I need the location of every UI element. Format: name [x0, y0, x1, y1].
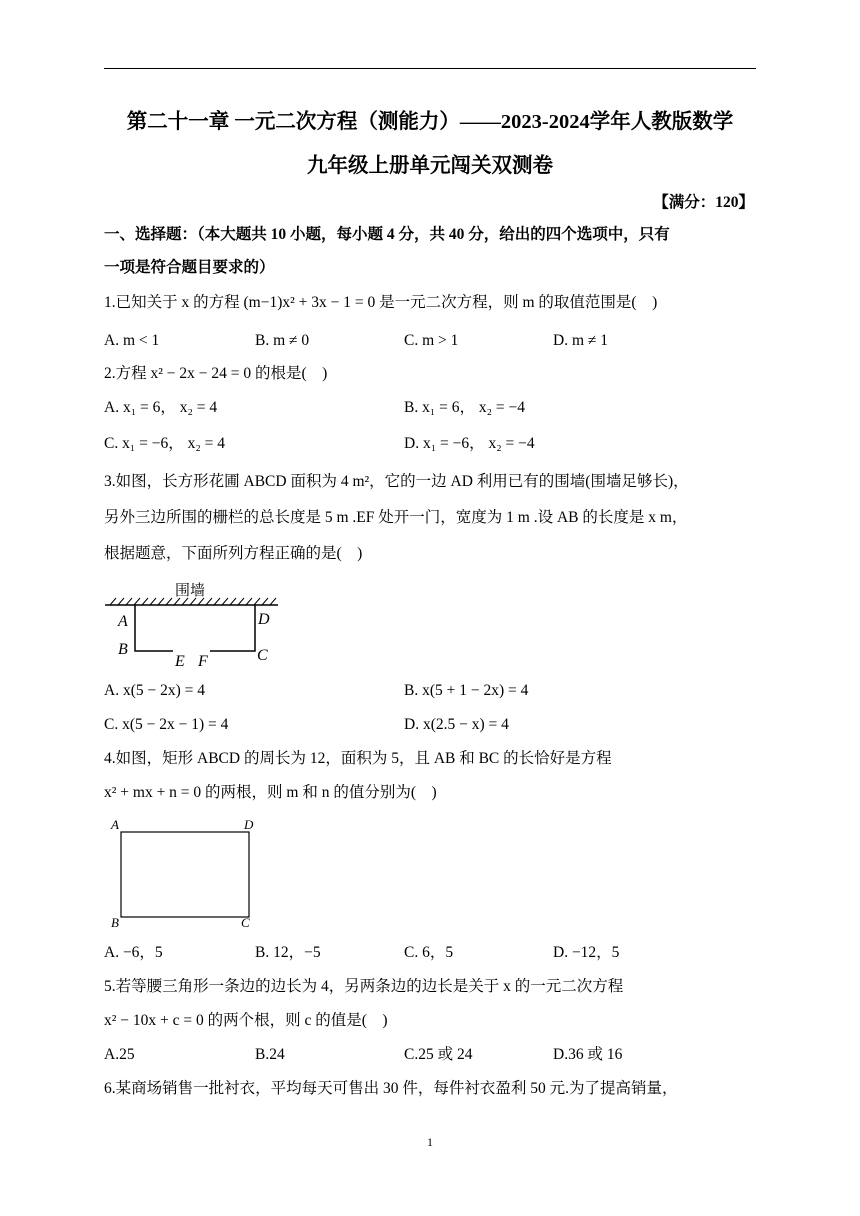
section-heading-line1: 一、选择题：（本大题共 10 小题，每小题 4 分，共 40 分，给出的四个选项中，只有 [104, 226, 670, 243]
q3-figure-wall-label: 围墙 [175, 581, 206, 599]
q4-option-b: B. 12，−5 [255, 944, 321, 961]
doc-title-line1: 第二十一章 一元二次方程（测能力）——2023-2024学年人教版数学 [126, 111, 734, 133]
q2-stem: 2.方程 x² − 2x − 24 = 0 的根是( ) [104, 365, 328, 382]
q1-option-d: D. m ≠ 1 [553, 332, 609, 349]
q2-option-c: C. x₁ = −6， x₂ = 4 [104, 435, 225, 452]
q3-stem-line3: 根据题意，下面所列方程正确的是( ) [104, 545, 363, 562]
q3-stem-line2: 另外三边所围的栅栏的总长度是 5 m .EF 处开一门，宽度为 1 m .设 AB 的长度是 x m， [104, 509, 688, 526]
q3-label-c: C [257, 647, 268, 664]
q4-option-c: C. 6，5 [404, 944, 454, 961]
q4-stem-line1: 4.如图，矩形 ABCD 的周长为 12，面积为 5，且 AB 和 BC 的长恰好是方程 [104, 750, 612, 767]
q4-option-d: D. −12，5 [553, 944, 620, 961]
q2-option-d: D. x₁ = −6， x₂ = −4 [404, 435, 535, 452]
q5-stem-line1: 5.若等腰三角形一条边的边长为 4，另两条边的边长是关于 x 的一元二次方程 [104, 978, 624, 995]
q3-option-b: B. x(5 + 1 − 2x) = 4 [404, 682, 529, 699]
q3-option-c: C. x(5 − 2x − 1) = 4 [104, 716, 229, 733]
page-number: 1 [427, 1135, 433, 1149]
q5-option-c: C.25 或 24 [404, 1046, 473, 1063]
header-rule [104, 68, 756, 69]
full-score: 【满分：120】 [653, 194, 754, 211]
q2-option-a: A. x₁ = 6， x₂ = 4 [104, 399, 218, 416]
q4-label-b: B [111, 915, 119, 930]
q3-label-d: D [258, 611, 270, 628]
q1-option-c: C. m > 1 [404, 332, 459, 349]
q3-label-a: A [118, 613, 128, 630]
q3-stem-line1: 3.如图，长方形花圃 ABCD 面积为 4 m²，它的一边 AD 利用已有的围墙(围墙足够长)， [104, 473, 689, 490]
q2-option-b: B. x₁ = 6， x₂ = −4 [404, 399, 525, 416]
q3-option-a: A. x(5 − 2x) = 4 [104, 682, 205, 699]
section-heading-line2: 一项是符合题目要求的） [104, 259, 275, 276]
q3-figure [100, 578, 285, 670]
q4-label-c: C [241, 915, 250, 930]
q6-stem-line1: 6.某商场销售一批衬衣，平均每天可售出 30 件，每件衬衣盈利 50 元.为了提高销量， [104, 1080, 678, 1097]
q3-label-b: B [118, 641, 128, 658]
q4-stem-line2: x² + mx + n = 0 的两根，则 m 和 n 的值分别为( ) [104, 784, 437, 801]
q5-option-d: D.36 或 16 [553, 1046, 623, 1063]
q1-option-b: B. m ≠ 0 [255, 332, 310, 349]
q5-option-a: A.25 [104, 1046, 135, 1063]
q1-stem: 1.已知关于 x 的方程 (m−1)x² + 3x − 1 = 0 是一元二次方程，则 m 的取值范围是( ) [104, 294, 658, 311]
q1-option-a: A. m < 1 [104, 332, 160, 349]
q3-option-d: D. x(2.5 − x) = 4 [404, 716, 509, 733]
q5-option-b: B.24 [255, 1046, 285, 1063]
q4-option-a: A. −6，5 [104, 944, 163, 961]
q4-label-a: A [111, 817, 119, 832]
q5-stem-line2: x² − 10x + c = 0 的两个根，则 c 的值是( ) [104, 1012, 388, 1029]
q4-figure [106, 815, 266, 930]
q4-label-d: D [244, 817, 254, 832]
q3-label-e: E [175, 653, 185, 670]
doc-title-line2: 九年级上册单元闯关双测卷 [307, 155, 553, 177]
q3-label-f: F [198, 653, 208, 670]
